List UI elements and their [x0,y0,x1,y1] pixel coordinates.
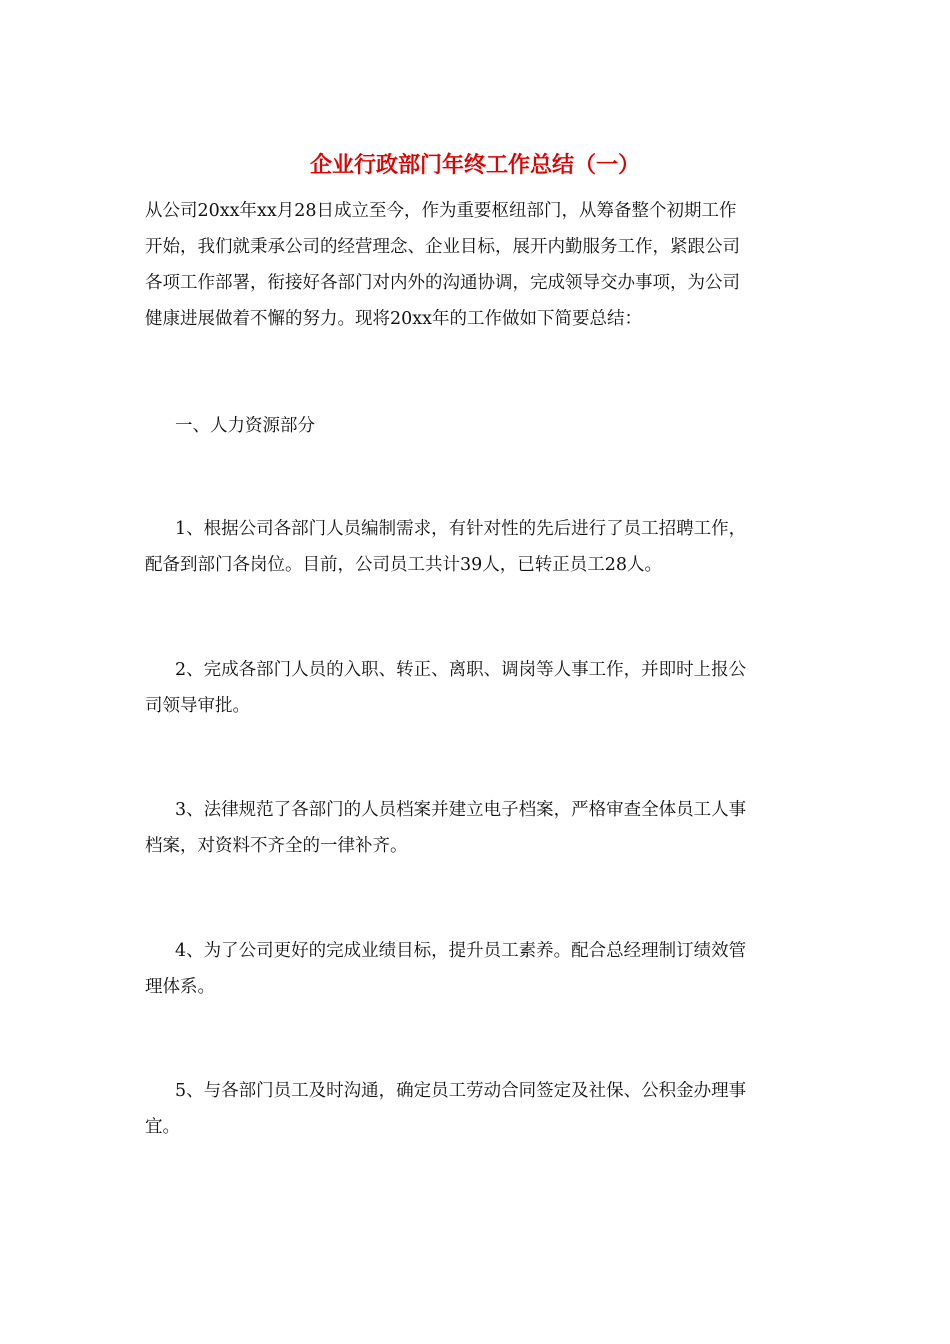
list-item-line: 宜。 [145,1117,180,1137]
list-item-line: 配备到部门各岗位。目前，公司员工共计39人，已转正员工28人。 [145,555,663,575]
list-item-line: 4、为了公司更好的完成业绩目标，提升员工素养。配合总经理制订绩效管 [175,941,747,961]
list-item-line: 司领导审批。 [145,696,250,716]
document-title: 企业行政部门年终工作总结（一） [309,152,640,178]
section-heading-paragraph [145,408,805,444]
list-item-line: 1、根据公司各部门人员编制需求，有针对性的先后进行了员工招聘工作， [175,519,747,539]
intro-line: 开始，我们就秉承公司的经营理念、企业目标，展开内勤服务工作，紧跟公司 [145,237,740,257]
intro-paragraph [145,193,805,337]
list-item-line: 2、完成各部门人员的入职、转正、离职、调岗等人事工作，并即时上报公 [175,660,747,680]
list-item [145,652,805,724]
list-item-line: 3、法律规范了各部门的人员档案并建立电子档案，严格审查全体员工人事 [175,800,747,820]
list-item [145,1073,805,1145]
intro-line: 健康进展做着不懈的努力。现将20xx年的工作做如下简要总结： [145,309,643,329]
list-item-line: 档案，对资料不齐全的一律补齐。 [145,836,408,856]
list-item-line: 5、与各部门员工及时沟通，确定员工劳动合同签定及社保、公积金办理事 [175,1081,747,1101]
list-item [145,511,805,583]
section-heading: 一、人力资源部分 [175,416,315,436]
list-item [145,933,805,1005]
list-item [145,792,805,864]
list-item-line: 理体系。 [145,977,215,997]
intro-line: 各项工作部署，衔接好各部门对内外的沟通协调，完成领导交办事项，为公司 [145,273,740,293]
intro-line: 从公司20xx年xx月28日成立至今，作为重要枢纽部门，从筹备整个初期工作 [145,201,737,221]
